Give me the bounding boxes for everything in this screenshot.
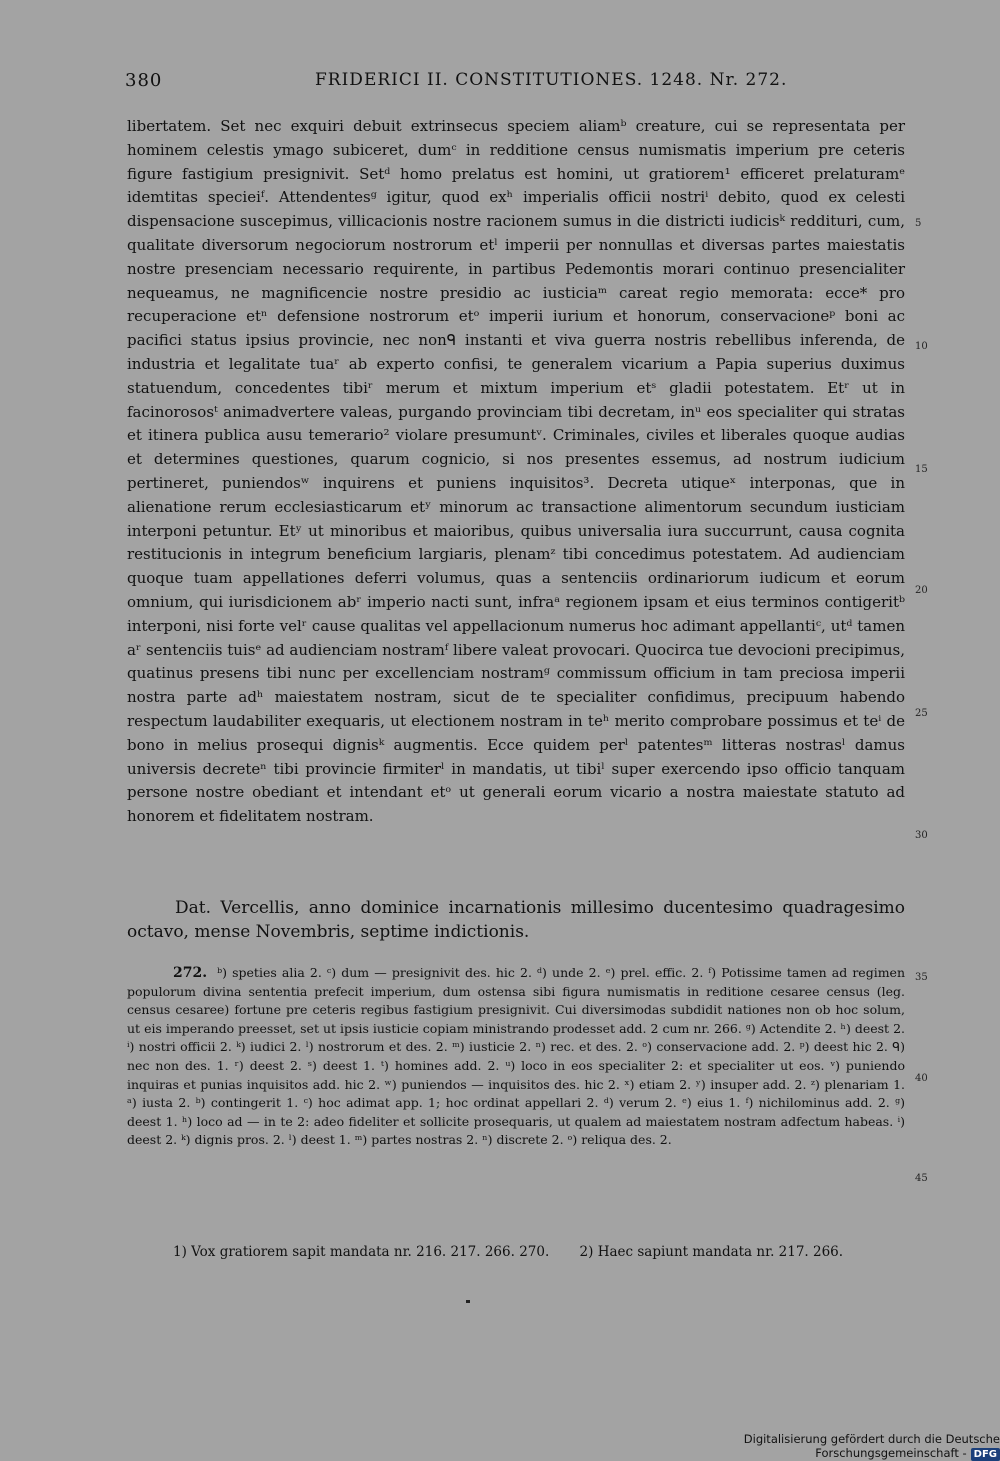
dating-clause bbox=[127, 896, 905, 944]
footnote-1: 1) Vox gratiorem sapit mandata nr. 216. 217. 266. 270. bbox=[173, 1244, 550, 1260]
line-number: 10 bbox=[915, 341, 928, 352]
running-title: FRIDERICI II. CONSTITUTIONES. 1248. Nr. 272. bbox=[315, 70, 788, 90]
apparatus-notes: ᵇ) speties alia 2. ᶜ) dum — presignivit des. hic 2. ᵈ) unde 2. ᵉ) prel. effic. 2. ᶠ) Potissime tamen ad regimen populorum divina sententia prefecit imperium, dum ostensa sibi figura numismatis in reditione cesaree census (leg. census cesaree) fortune pre ceteris regibus fastigium presignivit. Cui diversimodas subdidit nationes non ob hoc solum, ut eis imperando preesset, set ut ipsis iusticie copiam ministrando prodesset add. 2 cum nr. 266. ᵍ) Actendite 2. ʰ) deest 2. ⁱ) nostri officii 2. ᵏ) iudici 2. ˡ) nostrorum et des. 2. ᵐ) iusticie 2. ⁿ) rec. et des. 2. ᵒ) conservacione add. 2. ᵖ) deest hic 2. ᑫ) nec non des. 1. ʳ) deest 2. ˢ) deest 1. ᵗ) homines add. 2. ᵘ) loco in eos specialiter 2: et specialiter ut eos. ᵛ) puniendo inquiras et punias inquisitos add. hic 2. ʷ) puniendos — inquisitos des. hic 2. ˣ) etiam 2. ʸ) insuper add. 2. ᶻ) plenariam 1. ᵃ) iusta 2. ᵇ) contingerit 1. ᶜ) hoc adimat app. 1; hoc ordinat appellari 2. ᵈ) verum 2. ᵉ) eius 1. ᶠ) nichilominus add. 2. ᵍ) deest 1. ʰ) loco ad — in te 2: adeo fideliter et sollicite prosequaris, ut qualem ad maiestatem nostram adfectum habeas. ⁱ) deest 2. ᵏ) dignis pros. 2. ˡ) deest 1. ᵐ) partes nostras 2. ⁿ) discrete 2. ᵒ) reliqua des. 2. bbox=[127, 965, 905, 1148]
page-header bbox=[125, 70, 907, 98]
datum-text: Dat. Vercellis, anno dominice incarnationis millesimo ducentesimo quadragesimo octavo, mense Novembris, septime indictionis. bbox=[127, 898, 905, 942]
dfg-logo: DFG bbox=[971, 1448, 1000, 1461]
main-text bbox=[127, 115, 905, 829]
apparatus-text bbox=[127, 964, 905, 1150]
page-number: 380 bbox=[125, 70, 163, 91]
line-number: 30 bbox=[915, 830, 928, 841]
critical-apparatus bbox=[127, 964, 905, 1150]
footnote-2: 2) Haec sapiunt mandata nr. 217. 266. bbox=[579, 1244, 844, 1260]
body-paragraph: libertatem. Set nec exquiri debuit extrinsecus speciem aliamᵇ creature, cui se representata per hominem celestis ymago subiceret, dumᶜ in redditione census numismatis imperium pre ceteris figure fastigium presignivit. Setᵈ homo prelatus est homini, ut gratiorem¹ efficeret prelaturamᵉ idemtitas specieiᶠ. Attendentesᵍ igitur, quod exʰ imperialis officii nostriⁱ debito, quod ex celesti dispensacione suscepimus, villicacionis nostre racionem sumus in die districti iudicisᵏ reddituri, cum, qualitate diversorum negociorum nostrorum etˡ imperii per nonnullas et diversas partes maiestatis nostre presenciam necessario requirente, in partibus Pedemontis morari continuo presencialiter nequeamus, ne magnificencie nostre presidio ac iusticiaᵐ careat regio memorata: ecce* pro recuperacione etⁿ defensione nostrorum etᵒ imperii iurium et honorum, conservacioneᵖ boni ac pacifici status ipsius provincie, nec nonᑫ instanti et viva guerra nostris rebellibus inferenda, de industria et legalitate tuaʳ ab experto confisi, te generalem vicarium a Papia superius duximus statuendum, concedentes tibiʳ merum et mixtum imperium etˢ gladii potestatem. Etʳ ut in facinorososᵗ animadvertere valeas, purgando provinciam tibi decretam, inᵘ eos specialiter qui stratas et itinera publica ausu temerario² violare presumuntᵛ. Criminales, civiles et liberales quoque audias et determines questiones, quarum cognicio, si nos presentes essemus, ad nostrum iudicium pertineret, puniendosʷ inquirens et puniens inquisitos³. Decreta utiqueˣ interponas, que in alienatione rerum ecclesiasticarum etʸ minorum ac transactione alimentorum secundum iusticiam interponi petuntur. Etʸ ut minoribus et maioribus, quibus universalia iura succurrunt, causa cognita restitucionis in integrum beneficium largiaris, plenamᶻ tibi concedimus potestatem. Ad audienciam quoque tuam appellationes deferri volumus, quas a sentenciis ordinariorum iudicum et eorum omnium, qui iurisdicionem abʳ imperio nacti sunt, infraᵃ regionem ipsam et eius terminos contigeritᵇ interponi, nisi forte velʳ cause qualitas vel appellacionum numerus hoc adimant appellantiᶜ, utᵈ tamen aʳ sentenciis tuisᵉ ad audienciam nostramᶠ libere valeat provocari. Quocirca tue devocioni precipimus, quatinus presens tibi nunc per excellenciam nostramᵍ commissum officium in tam preciosa imperii nostra parte adʰ maiestatem nostram, sicut de te specialiter confidimus, precipuum habendo respectum laudabiliter exequaris, ut electionem nostram in teʰ merito comprobare possimus et teⁱ de bono in melius prosequi dignisᵏ augmentis. Ecce quidem perˡ patentesᵐ litteras nostrasˡ damus universis decreteⁿ tibi provincie firmiterˡ in mandatis, ut tibiˡ super exercendo ipso officio tanquam persone nostre obediant et intendant etᵒ ut generali eorum vicario a nostra maiestate statuto ad honorem et fidelitatem nostram. bbox=[127, 117, 905, 826]
line-number: 15 bbox=[915, 464, 928, 475]
line-number: 25 bbox=[915, 708, 928, 719]
line-number: 5 bbox=[915, 218, 922, 229]
line-number: 35 bbox=[915, 972, 928, 983]
credit-text: Digitalisierung gefördert durch die Deutsche Forschungsgemeinschaft - bbox=[743, 1432, 1000, 1460]
page-mark bbox=[466, 1300, 470, 1303]
line-number: 40 bbox=[915, 1073, 928, 1084]
line-number: 20 bbox=[915, 585, 928, 596]
line-number: 45 bbox=[915, 1173, 928, 1184]
apparatus-number: 272. bbox=[173, 965, 208, 981]
footnotes bbox=[127, 1242, 905, 1262]
digitization-credit bbox=[610, 1432, 1000, 1460]
